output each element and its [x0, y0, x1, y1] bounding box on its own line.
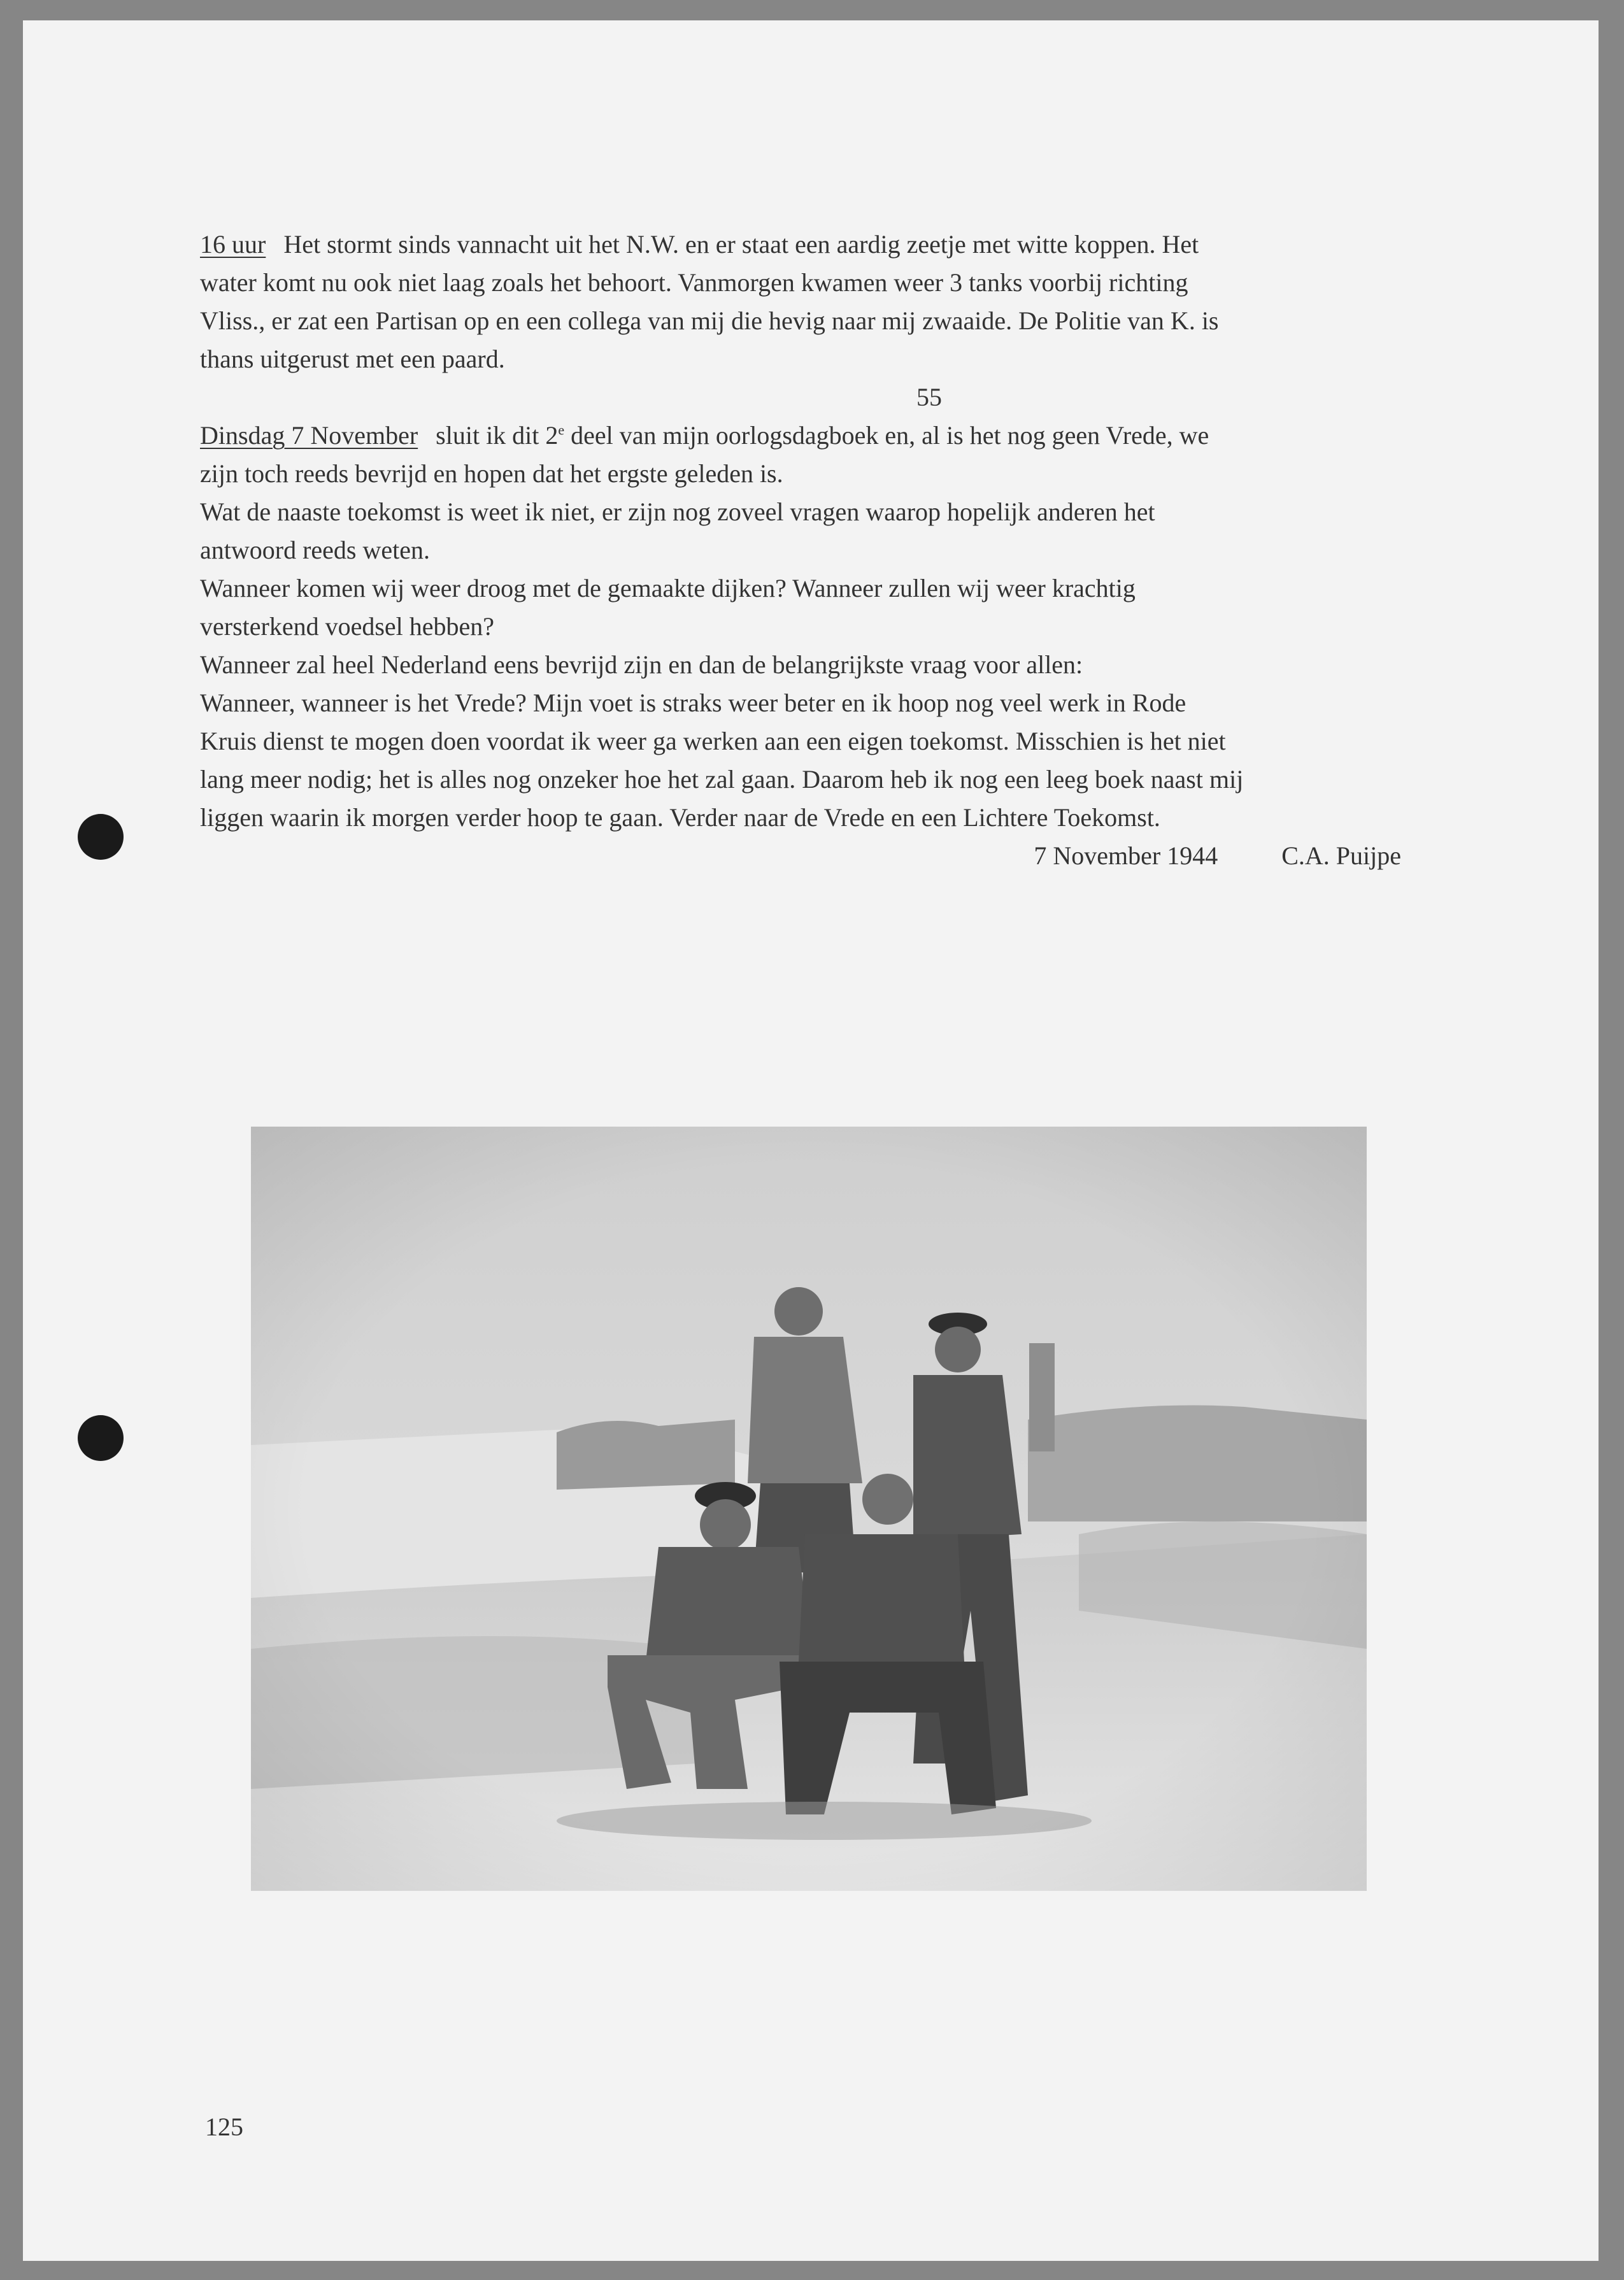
signature-line: [200, 837, 1429, 875]
text-line: Wanneer zal heel Nederland eens bevrijd zijn en dan de belangrijkste vraag voor allen:: [200, 650, 1083, 679]
signature-name: C.A. Puijpe: [1281, 841, 1401, 870]
diary-page-number: 55: [916, 383, 942, 411]
photo-illustration: [251, 1127, 1367, 1891]
superscript: e: [558, 422, 565, 438]
entry-date: Dinsdag 7 November: [200, 421, 418, 450]
text-line: deel van mijn oorlogsdagboek en, al is het nog geen Vrede, we: [564, 421, 1209, 450]
text-line: versterkend voedsel hebben?: [200, 612, 495, 641]
text-line: Wanneer komen wij weer droog met de gemaakte dijken? Wanneer zullen wij weer krachtig: [200, 574, 1136, 602]
entry-16-uur: [200, 225, 1429, 378]
entry-time: 16 uur: [200, 230, 266, 259]
text-line: antwoord reeds weten.: [200, 536, 430, 564]
document-page: [23, 20, 1599, 2261]
photograph: [251, 1127, 1367, 1891]
signature-date: 7 November 1944: [1034, 841, 1218, 870]
page-number: 125: [205, 2113, 243, 2141]
text-line: water komt nu ook niet laag zoals het behoort. Vanmorgen kwamen weer 3 tanks voorbij richting: [200, 268, 1188, 297]
text-line: liggen waarin ik morgen verder hoop te gaan. Verder naar de Vrede en een Lichtere Toekomst.: [200, 803, 1160, 832]
text-line: sluit ik dit 2: [436, 421, 559, 450]
text-line: Kruis dienst te mogen doen voordat ik weer ga werken aan een eigen toekomst. Misschien is het niet: [200, 727, 1226, 755]
text-line: zijn toch reeds bevrijd en hopen dat het ergste geleden is.: [200, 459, 783, 488]
diary-text: [200, 225, 1429, 875]
text-line: Het stormt sinds vannacht uit het N.W. en er staat een aardig zeetje met witte koppen. Het: [283, 230, 1199, 259]
text-line: Wanneer, wanneer is het Vrede? Mijn voet is straks weer beter en ik hoop nog veel werk in Rode: [200, 688, 1186, 717]
text-line: lang meer nodig; het is alles nog onzeker hoe het zal gaan. Daarom heb ik nog een leeg boek naast mij: [200, 765, 1244, 794]
entry-dinsdag: [200, 417, 1429, 837]
text-line: thans uitgerust met een paard.: [200, 345, 505, 373]
punch-hole: [78, 814, 124, 860]
text-line: Wat de naaste toekomst is weet ik niet, er zijn nog zoveel vragen waarop hopelijk anderen het: [200, 497, 1155, 526]
punch-hole: [78, 1415, 124, 1461]
text-line: Vliss., er zat een Partisan op en een collega van mij die hevig naar mij zwaaide. De Politie van K. is: [200, 306, 1219, 335]
